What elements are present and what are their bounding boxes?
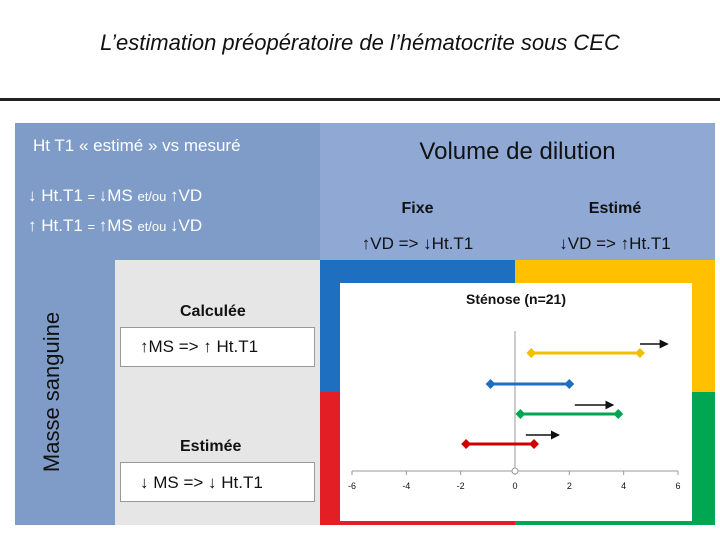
eq1-end: ↑VD bbox=[170, 186, 203, 205]
x-tick-label: -4 bbox=[402, 481, 411, 491]
masse-sanguine-text: Masse sanguine bbox=[39, 311, 64, 473]
eq2-mid: ↑MS bbox=[98, 216, 138, 235]
masse-sanguine-strip bbox=[15, 260, 115, 525]
range-end-point bbox=[564, 379, 574, 389]
x-tick-label: -2 bbox=[456, 481, 465, 491]
x-tick-label: -6 bbox=[347, 481, 357, 491]
range-end-point bbox=[529, 439, 539, 449]
vd-estime-rule: ↓VD => ↑Ht.T1 bbox=[559, 234, 671, 253]
x-tick-label: 2 bbox=[566, 481, 572, 491]
estime-label: Estimé bbox=[588, 200, 642, 217]
range-start-point bbox=[461, 439, 471, 449]
range-start-point bbox=[526, 348, 536, 358]
estimee-label: Estimée bbox=[180, 438, 242, 455]
calculee-label: Calculée bbox=[180, 303, 246, 320]
range-start-point bbox=[486, 379, 496, 389]
slide-title: L’estimation préopératoire de l’hématocrite sous CEC bbox=[100, 30, 620, 55]
zero-marker bbox=[512, 468, 518, 474]
eq2-etou: et/ou bbox=[137, 219, 170, 234]
title-divider bbox=[0, 98, 720, 101]
range-end-point bbox=[635, 348, 645, 358]
eq2-end: ↓VD bbox=[170, 216, 203, 235]
equation-increase bbox=[28, 216, 202, 236]
estimee-rule: ↓ MS => ↓ Ht.T1 bbox=[140, 473, 263, 492]
left-header-title: Ht T1 « estimé » vs mesuré bbox=[33, 136, 241, 155]
x-tick-label: 6 bbox=[675, 481, 681, 491]
range-end-point bbox=[613, 409, 623, 419]
equation-decrease bbox=[28, 186, 202, 206]
x-tick-label: 0 bbox=[512, 481, 518, 491]
eq1-main: ↓ Ht.T1 bbox=[28, 186, 88, 205]
calculee-rule: ↑MS => ↑ Ht.T1 bbox=[140, 337, 259, 356]
range-start-point bbox=[515, 409, 525, 419]
vd-fixe-rule: ↑VD => ↓Ht.T1 bbox=[361, 234, 474, 253]
eq2-equals: = bbox=[87, 219, 99, 234]
volume-dilution-title: Volume de dilution bbox=[419, 138, 616, 165]
eq2-main: ↑ Ht.T1 bbox=[28, 216, 88, 235]
x-tick-label: 4 bbox=[621, 481, 627, 491]
eq1-equals: = bbox=[87, 189, 99, 204]
chart-title: Sténose (n=21) bbox=[466, 291, 566, 307]
fixe-label: Fixe bbox=[401, 200, 434, 217]
stenose-chart bbox=[340, 283, 692, 521]
eq1-etou: et/ou bbox=[137, 189, 170, 204]
eq1-mid: ↓MS bbox=[98, 186, 138, 205]
